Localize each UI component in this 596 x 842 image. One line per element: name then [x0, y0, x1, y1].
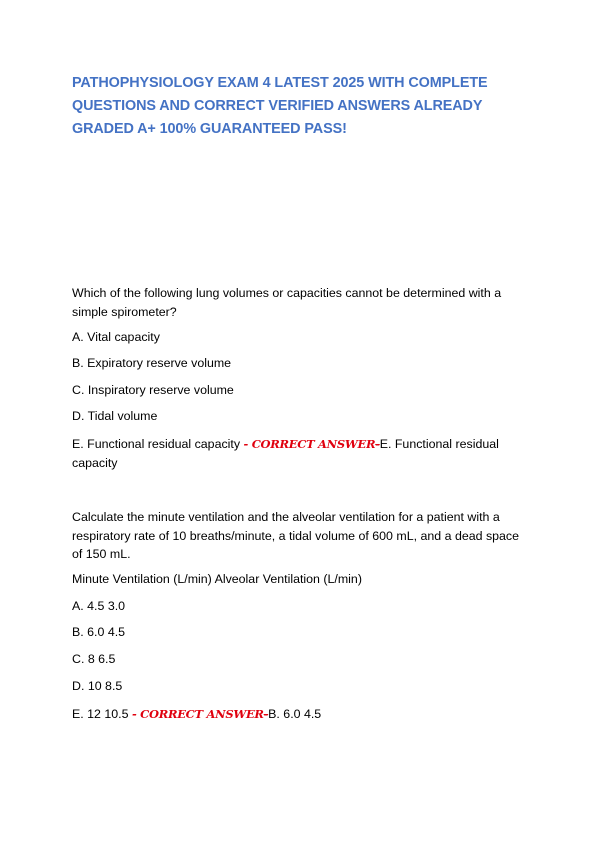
question-2-answer: B. 6.0 4.5: [268, 707, 322, 721]
answer-dash: -: [131, 707, 141, 721]
question-2-text: Calculate the minute ventilation and the alveolar ventilation for a patient with a respiratory rate of 10 breaths/minute, a tidal volume of 600 mL, and a dead space of 150 mL.: [72, 510, 520, 561]
question-1-option-d: D. Tidal volume: [72, 409, 158, 423]
question-1-answer: E. Functional residual capacity: [72, 437, 499, 470]
answer-dash: -: [243, 437, 252, 451]
question-2-option-a: A. 4.5 3.0: [72, 599, 126, 613]
question-1-option-a: A. Vital capacity: [72, 330, 160, 344]
question-1-option-b: B. Expiratory reserve volume: [72, 356, 232, 370]
question-1-text: Which of the following lung volumes or capacities cannot be determined with a simple spirometer?: [72, 286, 502, 319]
answer-separator: -: [263, 707, 269, 721]
question-1-option-c: C. Inspiratory reserve volume: [72, 383, 234, 397]
question-2-option-e-with-answer: [72, 705, 321, 724]
question-2-option-c: C. 8 6.5: [72, 652, 116, 666]
correct-answer-label: CORRECT ANSWER: [251, 437, 376, 451]
question-2-option-e: E. 12 10.5: [72, 707, 132, 721]
question-2-option-b: B. 6.0 4.5: [72, 625, 126, 639]
correct-answer-label: CORRECT ANSWER: [140, 707, 264, 721]
question-1-option-e: E. Functional residual capacity: [72, 437, 244, 451]
question-2-option-d: D. 10 8.5: [72, 679, 123, 693]
document-title: PATHOPHYSIOLOGY EXAM 4 LATEST 2025 WITH COMPLETE QUESTIONS AND CORRECT VERIFIED ANSWERS ALREADY GRADED A+ 100% GUARANTEED PASS!: [72, 75, 488, 137]
answer-separator: -: [375, 437, 380, 451]
question-2-table-header: Minute Ventilation (L/min) Alveolar Ventilation (L/min): [72, 572, 362, 586]
question-1-option-e-with-answer: [72, 435, 512, 472]
